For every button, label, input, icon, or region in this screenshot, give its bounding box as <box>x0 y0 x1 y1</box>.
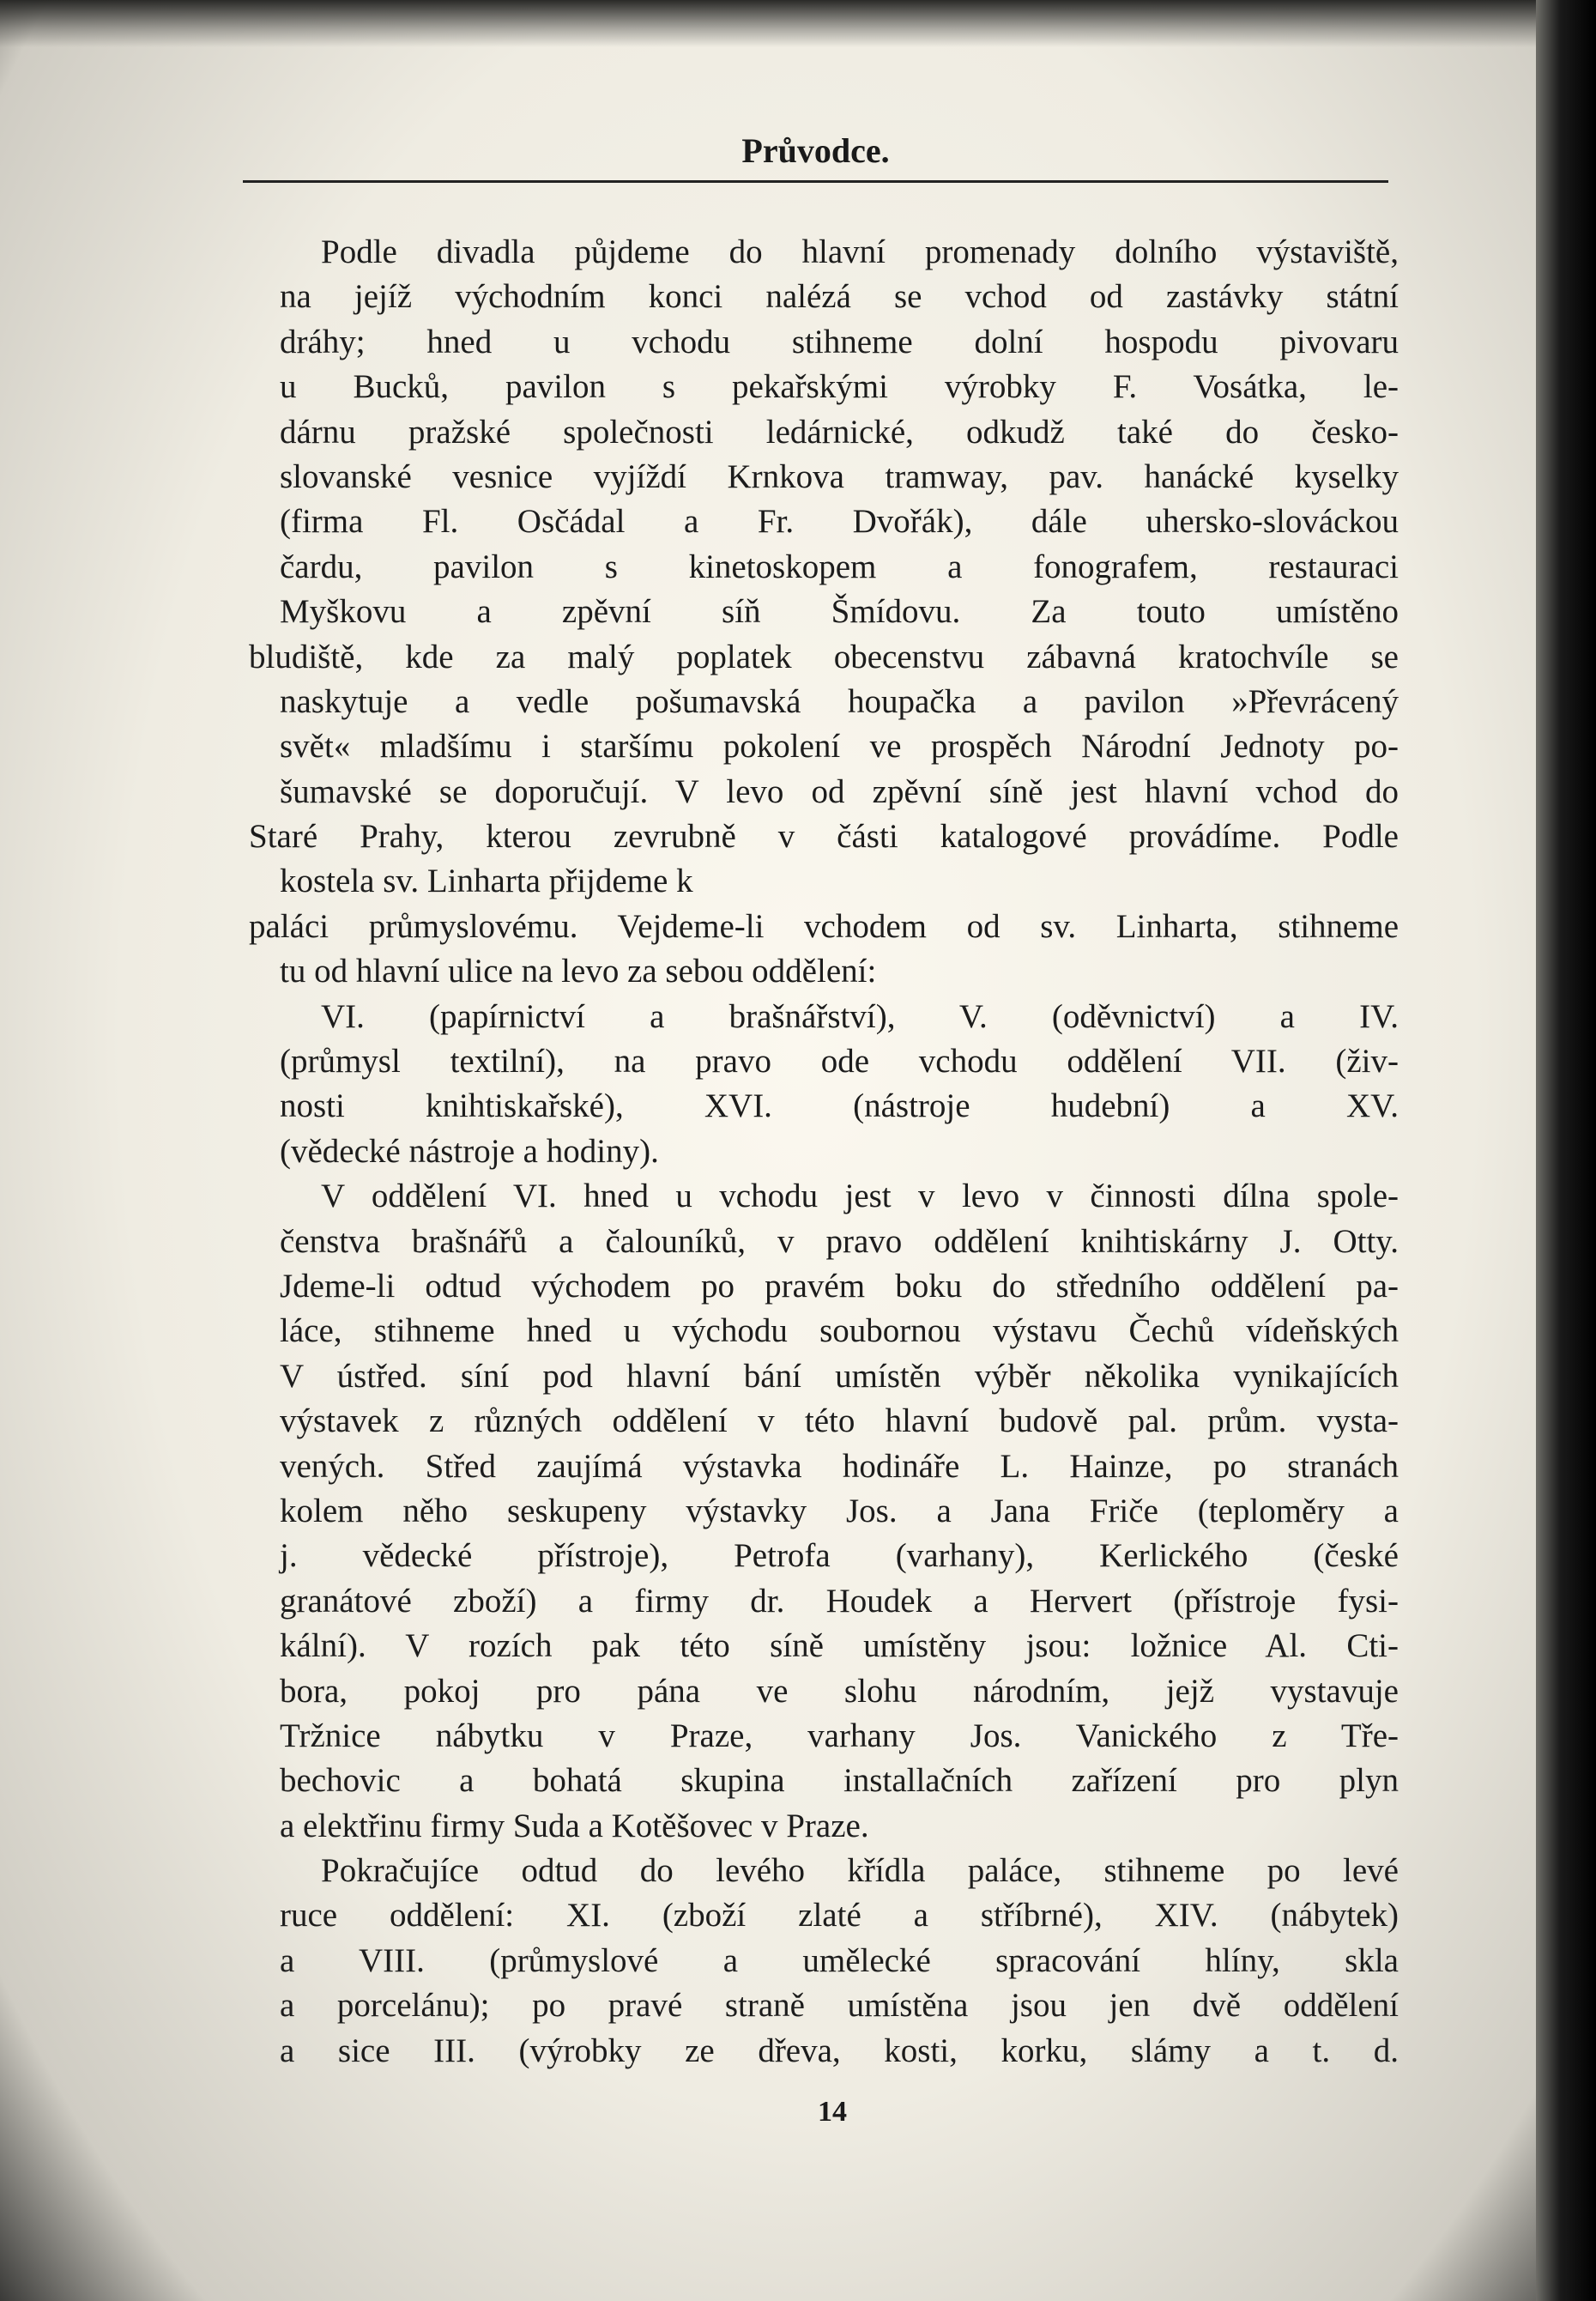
page-number: 14 <box>818 2096 847 2128</box>
text-line: a sice III. (výrobky ze dřeva, kosti, korku, slámy a t. d. <box>280 2032 1399 2069</box>
text-line: Podle divadla půjdeme do hlavní promenady dolního výstaviště, <box>321 233 1399 270</box>
text-line: Pokračujíce odtud do levého křídla paláce, stihneme po levé <box>321 1852 1399 1890</box>
running-header: Průvodce. <box>741 131 890 170</box>
text-line: kolem něho seskupeny výstavky Jos. a Jana Friče (teploměry a <box>280 1492 1399 1529</box>
body-text <box>249 230 1399 2074</box>
text-line: u Bucků, pavilon s pekařskými výrobky F. Vosátka, le- <box>280 368 1399 406</box>
text-line: čenstva brašnářů a čalouníků, v pravo oddělení knihtiskárny J. Otty. <box>280 1222 1399 1260</box>
scan-top-edge <box>0 0 1596 47</box>
text-line: dráhy; hned u vchodu stihneme dolní hospodu pivovaru <box>280 323 1399 360</box>
text-line: tu od hlavní ulice na levo za sebou oddělení: <box>280 953 877 990</box>
text-line: naskytuje a vedle pošumavská houpačka a pavilon »Převrácený <box>280 682 1399 720</box>
text-line: (průmysl textilní), na pravo ode vchodu oddělení VII. (živ- <box>280 1043 1399 1081</box>
text-line: čardu, pavilon s kinetoskopem a fonografem, restauraci <box>280 548 1399 585</box>
text-line: šumavské se doporučují. V levo od zpěvní síně jest hlavní vchod do <box>280 772 1399 810</box>
text-line: Myškovu a zpěvní síň Šmídovu. Za touto umístěno <box>280 593 1399 631</box>
text-line: Staré Prahy, kterou zevrubně v části katalogové provádíme. Podle <box>249 818 1399 856</box>
text-line: bechovic a bohatá skupina installačních zařízení pro plyn <box>280 1762 1399 1800</box>
text-line: ruce oddělení: XI. (zboží zlaté a stříbrné), XIV. (nábytek) <box>280 1897 1399 1935</box>
text-line: bludiště, kde za malý poplatek obecenstvu zábavná kratochvíle se <box>249 638 1399 675</box>
text-line: na jejíž východním konci nalézá se vchod od zastávky státní <box>280 278 1399 316</box>
text-line: svět« mladšímu i staršímu pokolení ve prospěch Národní Jednoty po- <box>280 728 1399 766</box>
text-line: dárnu pražské společnosti ledárnické, odkudž také do česko- <box>280 413 1399 451</box>
text-line: (firma Fl. Osčádal a Fr. Dvořák), dále uhersko-slováckou <box>280 503 1399 541</box>
text-line: Jdeme-li odtud východem po pravém boku do středního oddělení pa- <box>280 1267 1399 1305</box>
header-rule <box>243 180 1388 183</box>
text-line: V ústřed. síní pod hlavní bání umístěn výběr několika vynikajících <box>280 1357 1399 1395</box>
text-line: (vědecké nástroje a hodiny). <box>280 1132 659 1170</box>
text-line: nosti knihtiskařské), XVI. (nástroje hudební) a XV. <box>280 1087 1399 1125</box>
text-line: výstavek z různých oddělení v této hlavní budově pal. prům. vysta- <box>280 1402 1399 1440</box>
text-line: granátové zboží) a firmy dr. Houdek a Hervert (přístroje fysi- <box>280 1582 1399 1620</box>
text-line: VI. (papírnictví a brašnářství), V. (oděvnictví) a IV. <box>321 997 1399 1035</box>
text-line: paláci průmyslovému. Vejdeme-li vchodem od sv. Linharta, stihneme <box>249 907 1399 945</box>
text-line: slovanské vesnice vyjíždí Krnkova tramway, pav. hanácké kyselky <box>280 457 1399 495</box>
text-line: a VIII. (průmyslové a umělecké spracování hlíny, skla <box>280 1941 1399 1979</box>
text-line: Tržnice nábytku v Praze, varhany Jos. Vanického z Tře- <box>280 1717 1399 1754</box>
text-line: V oddělení VI. hned u vchodu jest v levo v činnosti dílna spole- <box>321 1178 1399 1215</box>
text-line: kostela sv. Linharta přijdeme k <box>280 863 693 900</box>
text-line: kální). V rozích pak této síně umístěny jsou: ložnice Al. Cti- <box>280 1627 1399 1665</box>
text-line: vených. Střed zaujímá výstavka hodináře L. Hainze, po stranách <box>280 1447 1399 1485</box>
text-line: a porcelánu); po pravé straně umístěna jsou jen dvě oddělení <box>280 1987 1399 2025</box>
text-line: j. vědecké přístroje), Petrofa (varhany), Kerlického (české <box>280 1537 1399 1575</box>
scan-right-edge <box>1536 0 1596 2301</box>
text-line: láce, stihneme hned u východu soubornou výstavu Čechů vídeňských <box>280 1312 1399 1350</box>
text-line: a elektřinu firmy Suda a Kotěšovec v Praze. <box>280 1807 869 1844</box>
text-line: bora, pokoj pro pána ve slohu národním, jejž vystavuje <box>280 1672 1399 1710</box>
